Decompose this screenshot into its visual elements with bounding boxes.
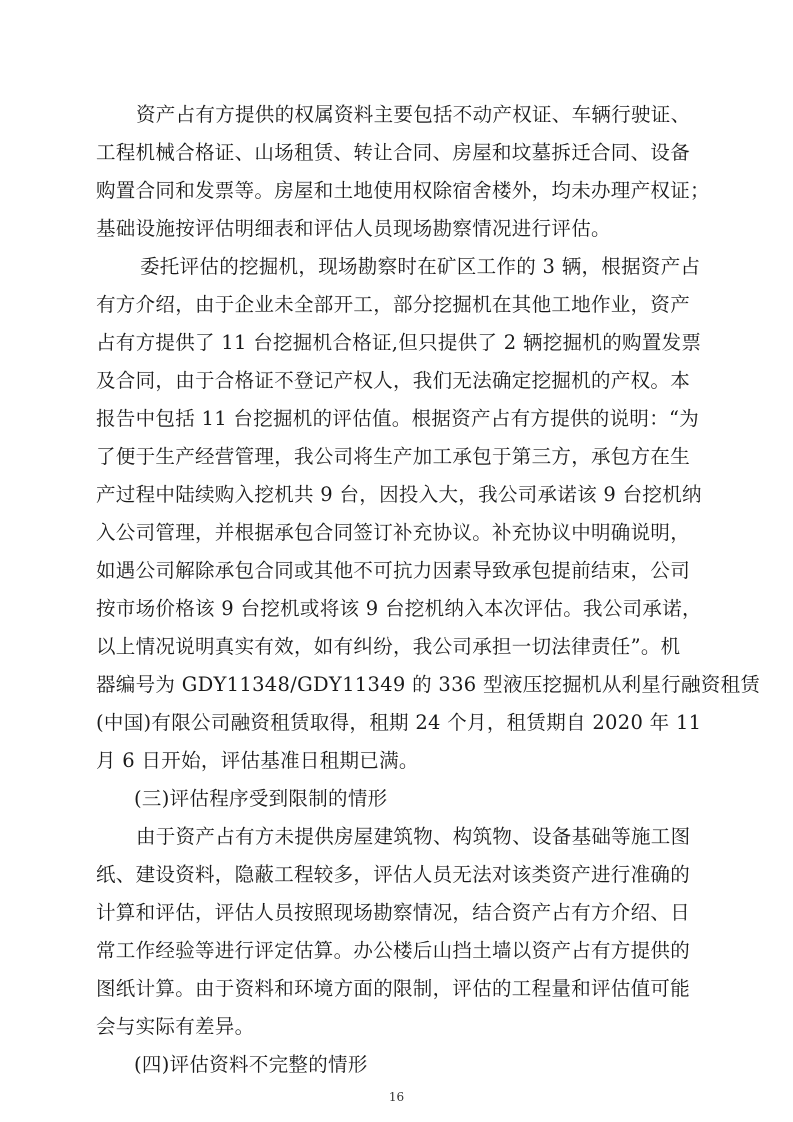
paragraph3-line-5: 图纸计算。由于资料和环境方面的限制，评估的工程量和评估值可能 — [96, 977, 691, 1000]
paragraph2-line-8: 入公司管理，并根据承包合同签订补充协议。补充协议中明确说明， — [96, 521, 691, 544]
paragraph3-line-4: 常工作经验等进行评定估算。办公楼后山挡土墙以资产占有方提供的 — [96, 939, 691, 962]
paragraph2-line-3: 占有方提供了 11 台挖掘机合格证,但只提供了 2 辆挖掘机的购置发票 — [96, 331, 702, 354]
paragraph2-line-1: 委托评估的挖掘机，现场勘察时在矿区工作的 3 辆，根据资产占 — [140, 255, 701, 278]
paragraph2-line-14: 月 6 日开始，评估基准日租期已满。 — [96, 749, 419, 772]
paragraph2-line-13: (中国)有限公司融资租赁取得，租期 24 个月，租赁期自 2020 年 11 — [96, 711, 702, 734]
paragraph2-line-7: 产过程中陆续购入挖机共 9 台，因投入大，我公司承诺该 9 台挖机纳 — [96, 483, 702, 506]
section-heading-4: (四)评估资料不完整的情形 — [134, 1053, 368, 1076]
paragraph1-line-4: 基础设施按评估明细表和评估人员现场勘察情况进行评估。 — [96, 217, 611, 240]
paragraph2-line-11: 以上情况说明真实有效，如有纠纷，我公司承担一切法律责任”。机 — [96, 635, 681, 658]
paragraph1-line-2: 工程机械合格证、山场租赁、转让合同、房屋和坟墓拆迁合同、设备 — [96, 141, 691, 164]
page-number: 16 — [388, 1090, 405, 1104]
paragraph2-line-5: 报告中包括 11 台挖掘机的评估值。根据资产占有方提供的说明：“为 — [96, 407, 700, 430]
paragraph3-line-3: 计算和评估，评估人员按照现场勘察情况，结合资产占有方介绍、日 — [96, 901, 691, 924]
paragraph3-line-6: 会与实际有差异。 — [96, 1015, 255, 1038]
paragraph2-line-6: 了便于生产经营管理，我公司将生产加工承包于第三方，承包方在生 — [96, 445, 691, 468]
paragraph2-line-4: 及合同，由于合格证不登记产权人，我们无法确定挖掘机的产权。本 — [96, 369, 691, 392]
paragraph3-line-2: 纸、建设资料，隐蔽工程较多，评估人员无法对该类资产进行准确的 — [96, 863, 691, 886]
paragraph1-line-3: 购置合同和发票等。房屋和土地使用权除宿舍楼外，均未办理产权证； — [96, 179, 710, 202]
paragraph2-line-9: 如遇公司解除承包合同或其他不可抗力因素导致承包提前结束，公司 — [96, 559, 691, 582]
paragraph3-line-1: 由于资产占有方未提供房屋建筑物、构筑物、设备基础等施工图 — [136, 825, 691, 848]
section-heading-3: (三)评估程序受到限制的情形 — [134, 787, 388, 810]
paragraph1-line-1: 资产占有方提供的权属资料主要包括不动产权证、车辆行驶证、 — [136, 103, 691, 126]
paragraph2-line-2: 有方介绍，由于企业未全部开工，部分挖掘机在其他工地作业，资产 — [96, 293, 691, 316]
paragraph2-line-10: 按市场价格该 9 台挖机或将该 9 台挖机纳入本次评估。我公司承诺， — [96, 597, 702, 620]
paragraph2-line-12: 器编号为 GDY11348/GDY11349 的 336 型液压挖掘机从利星行融资租赁 — [96, 673, 761, 696]
